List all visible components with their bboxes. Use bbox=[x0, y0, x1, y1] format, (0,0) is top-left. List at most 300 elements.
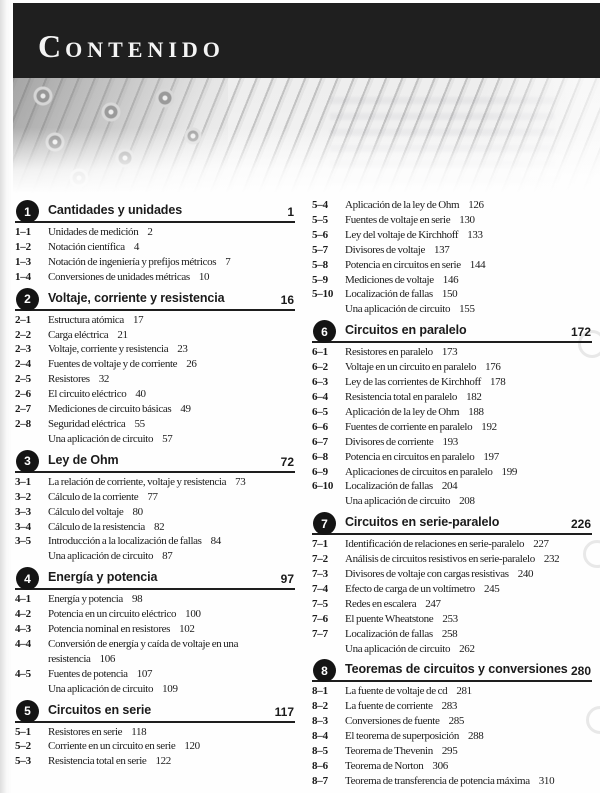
section-page-number: 295 bbox=[441, 745, 458, 758]
chapter-number-badge bbox=[16, 200, 39, 223]
section-number: 5–3 bbox=[15, 755, 31, 768]
chapter-number: 7 bbox=[321, 516, 328, 531]
section-title: Notación de ingeniería y prefijos métricos bbox=[48, 255, 217, 268]
section-page-number: 2 bbox=[147, 226, 153, 238]
chapter-number: 3 bbox=[24, 454, 31, 469]
page-title-rest: ONTENIDO bbox=[65, 37, 225, 62]
chapter-block-7 bbox=[312, 512, 592, 656]
toc-entry bbox=[48, 417, 295, 432]
toc-entry bbox=[345, 759, 592, 774]
section-page-number: 133 bbox=[467, 228, 483, 241]
section-number: 2–3 bbox=[15, 343, 31, 356]
toc-entry bbox=[48, 240, 295, 255]
section-number: 5–4 bbox=[312, 199, 328, 211]
section-title: Conversión de energía y caída de voltaje en una resistencia bbox=[48, 637, 239, 665]
section-page-number: 245 bbox=[483, 582, 500, 595]
section-page-number: 193 bbox=[442, 435, 458, 448]
chapter-header bbox=[15, 450, 295, 473]
section-title: La fuente de corriente bbox=[345, 700, 433, 713]
section-title: Potencia en circuitos en paralelo bbox=[345, 450, 475, 463]
chapter-title: Circuitos en serie-paralelo bbox=[345, 515, 500, 530]
toc-entry bbox=[48, 475, 295, 490]
section-list bbox=[15, 225, 295, 285]
section-number: 5–10 bbox=[312, 288, 334, 301]
section-number: 4–2 bbox=[15, 608, 31, 621]
toc-column-left bbox=[15, 200, 295, 772]
chapter-page-number: 226 bbox=[570, 517, 591, 532]
page-title-initial: C bbox=[38, 28, 66, 64]
section-title: Ley de las corrientes de Kirchhoff bbox=[345, 376, 481, 389]
section-number: 1–1 bbox=[15, 226, 31, 238]
section-number: 8–5 bbox=[312, 745, 328, 758]
section-number: 5–6 bbox=[312, 228, 328, 241]
chapter-title: Circuitos en paralelo bbox=[345, 323, 467, 338]
toc-entry bbox=[48, 255, 295, 270]
section-page-number: 146 bbox=[442, 273, 459, 286]
toc-entry bbox=[48, 667, 295, 682]
toc-entry bbox=[48, 357, 295, 372]
circuit-board-photo bbox=[13, 78, 600, 196]
section-title: Resistores en paralelo bbox=[345, 346, 433, 359]
toc-entry bbox=[48, 432, 295, 447]
chapter-block-4 bbox=[15, 567, 295, 696]
chapter-block-3 bbox=[15, 450, 295, 564]
section-title: Conversiones de fuente bbox=[345, 715, 440, 728]
toc-entry bbox=[345, 494, 592, 509]
section-page-number: 240 bbox=[517, 568, 534, 581]
toc-entry bbox=[48, 725, 295, 740]
section-title: Unidades de medición bbox=[48, 226, 139, 238]
section-page-number: 84 bbox=[210, 535, 221, 548]
chapter-header bbox=[312, 512, 592, 535]
toc-entry bbox=[48, 342, 295, 357]
chapter-block-5 bbox=[15, 700, 295, 770]
section-title: Teorema de Norton bbox=[345, 760, 424, 772]
section-title: Conversiones de unidades métricas bbox=[48, 270, 190, 283]
toc-entry bbox=[345, 198, 592, 213]
section-number: 2–5 bbox=[15, 373, 31, 386]
section-title: Teorema de transferencia de potencia máxima bbox=[345, 774, 530, 787]
section-page-number: 288 bbox=[467, 730, 484, 743]
section-number: 5–8 bbox=[312, 258, 328, 271]
section-title: Divisores de voltaje con cargas resistivas bbox=[345, 568, 509, 581]
section-number: 2–7 bbox=[15, 403, 31, 416]
toc-entry bbox=[48, 387, 295, 402]
section-title: El puente Wheatstone bbox=[345, 612, 434, 625]
section-page-number: 306 bbox=[432, 760, 448, 772]
section-number: 1–2 bbox=[15, 240, 31, 253]
section-number: 7–1 bbox=[312, 538, 328, 551]
section-page-number: 4 bbox=[133, 240, 139, 253]
chapter-number: 8 bbox=[321, 663, 328, 678]
toc-entry bbox=[345, 287, 592, 302]
chapter-number-badge bbox=[313, 512, 336, 535]
section-page-number: 176 bbox=[485, 361, 501, 374]
toc-entry bbox=[48, 490, 295, 505]
toc-entry bbox=[345, 597, 592, 612]
section-number: 5–1 bbox=[15, 725, 31, 738]
section-number: 8–2 bbox=[312, 700, 328, 713]
section-number: 7–2 bbox=[312, 553, 328, 566]
section-page-number: 285 bbox=[448, 715, 465, 728]
section-number: 6–6 bbox=[312, 420, 328, 433]
section-page-number: 122 bbox=[155, 755, 171, 768]
section-page-number: 247 bbox=[425, 597, 441, 610]
toc-entry bbox=[345, 744, 592, 759]
section-number: 8–7 bbox=[312, 774, 328, 787]
toc-entry bbox=[345, 273, 592, 288]
section-title: Una aplicación de circuito bbox=[345, 303, 451, 316]
section-list bbox=[15, 313, 295, 447]
toc-entry bbox=[48, 328, 295, 343]
section-page-number: 310 bbox=[538, 774, 555, 787]
section-list bbox=[15, 725, 295, 770]
section-title: Cálculo del voltaje bbox=[48, 505, 124, 518]
section-page-number: 120 bbox=[184, 740, 200, 753]
chapter-title: Cantidades y unidades bbox=[48, 203, 183, 217]
section-page-number: 100 bbox=[185, 608, 201, 621]
chapter-number-badge bbox=[16, 450, 39, 473]
chapter-number-badge bbox=[16, 700, 39, 723]
chapter-title: Teoremas de circuitos y conversiones bbox=[345, 662, 568, 677]
section-title: Una aplicación de circuito bbox=[48, 432, 154, 445]
section-title: Energía y potencia bbox=[48, 593, 123, 606]
chapter-title: Voltaje, corriente y resistencia bbox=[48, 290, 225, 305]
section-title: Estructura atómica bbox=[48, 313, 124, 326]
section-page-number: 77 bbox=[147, 490, 158, 503]
section-title: Mediciones de voltaje bbox=[345, 273, 434, 286]
section-page-number: 106 bbox=[99, 652, 116, 665]
section-number: 7–3 bbox=[312, 568, 328, 581]
toc-entry bbox=[345, 627, 592, 642]
section-number bbox=[312, 494, 345, 509]
chapter-number: 2 bbox=[24, 292, 31, 307]
section-page-number: 199 bbox=[501, 465, 517, 478]
section-title: Aplicación de la ley de Ohm bbox=[345, 405, 460, 418]
section-page-number: 98 bbox=[131, 593, 143, 606]
toc-entry bbox=[345, 345, 592, 360]
section-title: Carga eléctrica bbox=[48, 328, 109, 341]
chapter-title: Circuitos en serie bbox=[48, 702, 152, 717]
section-title: Ley del voltaje de Kirchhoff bbox=[345, 228, 459, 241]
chapter-block-8 bbox=[312, 659, 592, 788]
toc-entry bbox=[345, 390, 592, 405]
section-page-number: 26 bbox=[186, 358, 197, 371]
section-title: Corriente en un circuito en serie bbox=[48, 740, 176, 753]
toc-entry bbox=[345, 537, 592, 552]
section-page-number: 262 bbox=[459, 642, 475, 655]
toc-entry bbox=[48, 225, 295, 240]
section-title: Resistencia total en serie bbox=[48, 755, 147, 768]
section-number: 6–2 bbox=[312, 361, 328, 374]
section-page-number: 21 bbox=[117, 328, 128, 341]
toc-entry bbox=[48, 505, 295, 520]
section-number: 5–9 bbox=[312, 273, 328, 286]
section-title: Fuentes de potencia bbox=[48, 667, 128, 680]
toc-entry bbox=[345, 684, 592, 699]
section-number: 6–7 bbox=[312, 435, 328, 448]
section-title: Redes en escalera bbox=[345, 597, 417, 610]
photo-fade-overlay bbox=[13, 78, 600, 196]
section-title: Identificación de relaciones en serie-paralelo bbox=[345, 538, 525, 551]
toc-entry bbox=[48, 270, 295, 285]
chapter-title: Energía y potencia bbox=[48, 570, 158, 585]
chapter-number: 1 bbox=[24, 204, 31, 219]
section-number: 2–8 bbox=[15, 417, 31, 430]
toc-entry bbox=[345, 405, 592, 420]
section-page-number: 87 bbox=[162, 550, 173, 563]
section-title: Localización de fallas bbox=[345, 480, 433, 493]
section-list bbox=[312, 537, 592, 656]
toc-entry bbox=[345, 435, 592, 450]
section-page-number: 258 bbox=[441, 627, 458, 640]
section-page-number: 7 bbox=[225, 255, 231, 268]
section-page-number: 57 bbox=[162, 432, 173, 445]
section-title: Notación científica bbox=[48, 240, 125, 253]
section-page-number: 253 bbox=[442, 612, 458, 625]
section-page-number: 126 bbox=[468, 199, 484, 211]
chapter-page-number: 117 bbox=[274, 704, 294, 719]
toc-entry bbox=[48, 520, 295, 535]
section-title: Aplicaciones de circuitos en paralelo bbox=[345, 465, 493, 478]
toc-entry bbox=[345, 228, 592, 243]
section-page-number: 82 bbox=[153, 520, 165, 533]
section-page-number: 281 bbox=[456, 685, 472, 698]
section-title: Potencia en circuitos en serie bbox=[345, 258, 461, 271]
toc-entry bbox=[345, 582, 592, 597]
section-number: 7–6 bbox=[312, 612, 328, 625]
section-number: 4–5 bbox=[15, 667, 31, 680]
section-title: Voltaje, corriente y resistencia bbox=[48, 343, 169, 356]
section-number bbox=[15, 682, 48, 697]
chapter-block-2 bbox=[15, 288, 295, 447]
section-title: Seguridad eléctrica bbox=[48, 417, 126, 430]
toc-entry bbox=[345, 729, 592, 744]
toc-entry bbox=[48, 739, 295, 754]
toc-entry bbox=[345, 375, 592, 390]
toc-entry bbox=[48, 372, 295, 387]
toc-entry bbox=[48, 682, 295, 697]
chapter-number-badge bbox=[16, 567, 39, 590]
toc-entry bbox=[48, 607, 295, 622]
toc-entry bbox=[345, 243, 592, 258]
section-title: Divisores de corriente bbox=[345, 435, 434, 448]
section-page-number: 192 bbox=[481, 420, 497, 433]
section-page-number: 118 bbox=[131, 725, 147, 738]
chapter-number: 4 bbox=[24, 571, 31, 586]
section-title: Cálculo de la corriente bbox=[48, 490, 139, 503]
section-title: Voltaje en un circuito en paralelo bbox=[345, 361, 477, 374]
toc-entry bbox=[345, 642, 592, 657]
section-number: 3–3 bbox=[15, 505, 31, 518]
section-number: 3–5 bbox=[15, 535, 31, 548]
section-title: Fuentes de voltaje y de corriente bbox=[48, 358, 178, 371]
section-number: 6–9 bbox=[312, 465, 328, 478]
section-title: Localización de fallas bbox=[345, 627, 433, 640]
section-page-number: 109 bbox=[162, 682, 178, 695]
chapter-page-number: 97 bbox=[280, 572, 294, 587]
toc-entry bbox=[48, 637, 295, 667]
section-page-number: 40 bbox=[135, 388, 146, 401]
section-title: El circuito eléctrico bbox=[48, 388, 127, 401]
section-number: 8–3 bbox=[312, 715, 328, 728]
chapter-page-number: 16 bbox=[280, 292, 294, 307]
section-number: 6–8 bbox=[312, 450, 328, 463]
section-page-number: 155 bbox=[459, 303, 475, 316]
section-title: Mediciones de circuito básicas bbox=[48, 403, 172, 416]
section-page-number: 10 bbox=[198, 270, 210, 283]
section-page-number: 107 bbox=[136, 667, 153, 680]
section-title: Potencia en un circuito eléctrico bbox=[48, 608, 177, 621]
section-number: 4–4 bbox=[15, 637, 31, 650]
section-title: Introducción a la localización de fallas bbox=[48, 535, 202, 548]
section-page-number: 227 bbox=[533, 538, 549, 551]
section-number: 7–4 bbox=[312, 582, 328, 595]
chapter-number: 5 bbox=[24, 704, 31, 719]
section-page-number: 80 bbox=[132, 505, 143, 518]
section-page-number: 32 bbox=[98, 373, 110, 386]
toc-entry bbox=[48, 313, 295, 328]
section-title: La relación de corriente, voltaje y resistencia bbox=[48, 475, 227, 488]
toc-entry bbox=[345, 479, 592, 494]
toc-entry bbox=[48, 549, 295, 564]
toc-entry bbox=[345, 420, 592, 435]
section-title: Análisis de circuitos resistivos en serie-paralelo bbox=[345, 553, 535, 566]
chapter-page-number: 172 bbox=[570, 325, 591, 340]
section-title: Efecto de carga de un voltímetro bbox=[345, 582, 475, 595]
section-title: Una aplicación de circuito bbox=[345, 495, 451, 508]
section-number: 2–1 bbox=[15, 313, 31, 326]
section-number: 1–3 bbox=[15, 255, 31, 268]
section-page-number: 208 bbox=[459, 495, 475, 508]
toc-entry bbox=[48, 402, 295, 417]
toc-entry bbox=[345, 465, 592, 480]
section-title: La fuente de voltaje de cd bbox=[345, 685, 448, 698]
section-number bbox=[15, 549, 48, 564]
section-page-number: 173 bbox=[441, 346, 458, 359]
section-title: Fuentes de voltaje en serie bbox=[345, 213, 451, 226]
scan-edge-shading bbox=[0, 0, 12, 793]
chapter-title: Ley de Ohm bbox=[48, 452, 119, 467]
section-page-number: 188 bbox=[468, 405, 484, 418]
section-number bbox=[312, 642, 345, 657]
section-list bbox=[312, 684, 592, 788]
section-number: 6–4 bbox=[312, 390, 328, 403]
section-page-number: 23 bbox=[177, 343, 188, 356]
section-number: 6–10 bbox=[312, 480, 334, 493]
section-title: Cálculo de la resistencia bbox=[48, 520, 145, 533]
section-number bbox=[312, 302, 345, 317]
section-title: Una aplicación de circuito bbox=[48, 550, 154, 563]
toc-entry bbox=[48, 534, 295, 549]
section-number: 1–4 bbox=[15, 270, 31, 283]
section-title: Potencia nominal en resistores bbox=[48, 623, 171, 636]
toc-entry bbox=[48, 622, 295, 637]
toc-entry bbox=[345, 302, 592, 317]
section-number: 5–5 bbox=[312, 213, 328, 226]
toc-entry bbox=[345, 774, 592, 789]
section-title: El teorema de superposición bbox=[345, 730, 459, 743]
section-number bbox=[15, 432, 48, 447]
section-number: 7–5 bbox=[312, 597, 328, 610]
section-number: 6–1 bbox=[312, 346, 328, 359]
page-title bbox=[38, 28, 225, 65]
section-list bbox=[312, 345, 592, 509]
section-title: Resistores en serie bbox=[48, 725, 123, 738]
toc-entry bbox=[345, 714, 592, 729]
section-page-number: 130 bbox=[459, 213, 475, 226]
section-title: Divisores de voltaje bbox=[345, 243, 425, 256]
section-page-number: 73 bbox=[235, 475, 246, 488]
section-number: 8–4 bbox=[312, 730, 328, 743]
section-page-number: 144 bbox=[469, 258, 486, 271]
title-banner bbox=[13, 3, 600, 78]
chapter-number: 6 bbox=[321, 324, 328, 339]
section-page-number: 137 bbox=[433, 243, 450, 256]
section-number: 3–2 bbox=[15, 490, 31, 503]
section-page-number: 182 bbox=[466, 390, 482, 403]
section-number: 4–3 bbox=[15, 623, 31, 636]
toc-entry bbox=[345, 699, 592, 714]
section-number: 6–5 bbox=[312, 405, 328, 418]
toc-entry bbox=[48, 754, 295, 769]
section-title: Teorema de Thevenin bbox=[345, 745, 433, 758]
toc-column-right bbox=[312, 198, 592, 792]
section-number: 3–1 bbox=[15, 475, 31, 488]
section-page-number: 197 bbox=[483, 450, 499, 463]
toc-entry bbox=[345, 552, 592, 567]
section-number: 8–6 bbox=[312, 760, 328, 772]
chapter-number-badge bbox=[313, 659, 336, 682]
section-title: Una aplicación de circuito bbox=[345, 642, 451, 655]
section-number: 5–2 bbox=[15, 740, 31, 753]
section-number: 5–7 bbox=[312, 243, 328, 256]
section-page-number: 49 bbox=[180, 403, 191, 416]
section-list bbox=[312, 198, 592, 317]
section-number: 4–1 bbox=[15, 593, 31, 606]
chapter-number-badge bbox=[313, 320, 336, 343]
toc-entry bbox=[345, 258, 592, 273]
section-title: Fuentes de corriente en paralelo bbox=[345, 420, 473, 433]
section-list bbox=[15, 475, 295, 564]
section-page-number: 204 bbox=[441, 480, 458, 493]
section-number: 2–2 bbox=[15, 328, 31, 341]
section-page-number: 283 bbox=[441, 700, 458, 713]
toc-entry bbox=[345, 360, 592, 375]
section-number: 2–4 bbox=[15, 358, 31, 371]
chapter-header bbox=[15, 567, 295, 590]
section-title: Localización de fallas bbox=[345, 288, 433, 301]
section-number: 2–6 bbox=[15, 388, 31, 401]
section-title: Una aplicación de circuito bbox=[48, 682, 154, 695]
chapter-block-6 bbox=[312, 320, 592, 509]
section-number: 8–1 bbox=[312, 685, 328, 698]
section-title: Resistores bbox=[48, 373, 90, 386]
section-list bbox=[15, 592, 295, 696]
chapter-block-1 bbox=[15, 200, 295, 285]
section-number: 6–3 bbox=[312, 376, 328, 389]
toc-entry bbox=[48, 592, 295, 607]
section-page-number: 232 bbox=[543, 553, 560, 566]
section-page-number: 17 bbox=[132, 313, 144, 326]
section-page-number: 55 bbox=[134, 417, 145, 430]
chapter-header bbox=[15, 700, 295, 723]
chapter-page-number: 1 bbox=[287, 205, 294, 219]
chapter-header bbox=[312, 320, 592, 343]
chapter-page-number: 280 bbox=[570, 664, 591, 679]
chapter-continuation-block bbox=[312, 198, 592, 317]
chapter-header bbox=[15, 288, 295, 311]
